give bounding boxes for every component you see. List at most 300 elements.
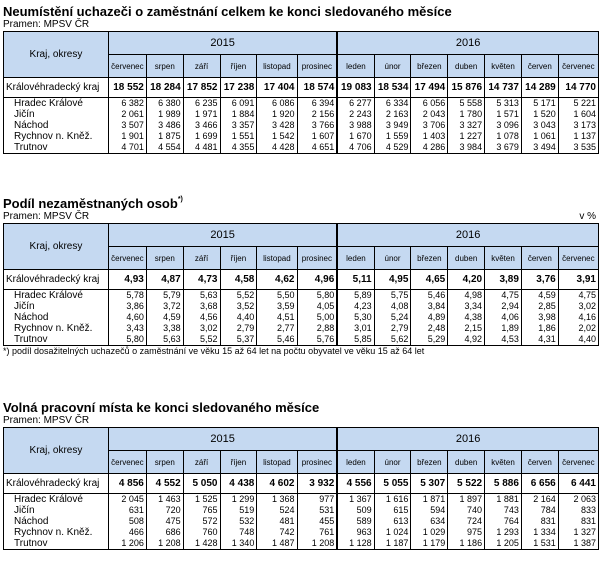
table-cell: 3 932 xyxy=(297,474,337,494)
table-cell: 5,52 xyxy=(220,290,257,302)
table-cell: 17 404 xyxy=(257,78,297,98)
unemployed-table xyxy=(3,31,599,154)
table-cell: 1 531 xyxy=(521,538,558,550)
table-cell: 1 187 xyxy=(374,538,411,550)
table-cell: 720 xyxy=(146,505,183,516)
table-cell: 1 989 xyxy=(146,109,183,120)
row-label: Trutnov xyxy=(4,142,109,154)
table-cell: 5 313 xyxy=(485,98,522,110)
table-cell: 5,63 xyxy=(183,290,220,302)
table-cell: 5 886 xyxy=(485,474,522,494)
table-cell: 3 984 xyxy=(448,142,485,154)
table-cell: 3,84 xyxy=(411,301,448,312)
table-cell: 2,94 xyxy=(485,301,522,312)
table-cell: 5,24 xyxy=(374,312,411,323)
table-cell: 743 xyxy=(485,505,522,516)
table-cell: 5,11 xyxy=(337,270,374,290)
table-cell: 14 289 xyxy=(521,78,558,98)
header-year-2016: 2016 xyxy=(337,428,598,451)
section-title xyxy=(3,196,600,211)
table-cell: 594 xyxy=(411,505,448,516)
table-cell: 1 208 xyxy=(297,538,337,550)
table-cell: 1 520 xyxy=(521,109,558,120)
header-month: květen xyxy=(485,247,522,270)
table-cell: 1 061 xyxy=(521,131,558,142)
table-cell: 1 205 xyxy=(485,538,522,550)
header-month: září xyxy=(183,451,220,474)
row-label: Hradec Králové xyxy=(4,494,109,506)
table-cell: 1 403 xyxy=(411,131,448,142)
table-cell: 1 186 xyxy=(448,538,485,550)
table-cell: 631 xyxy=(108,505,146,516)
table-row xyxy=(4,538,599,550)
table-cell: 4,06 xyxy=(485,312,522,323)
table-cell: 1 367 xyxy=(337,494,374,506)
table-cell: 3,98 xyxy=(521,312,558,323)
header-month: říjen xyxy=(220,451,257,474)
table-cell: 6 086 xyxy=(257,98,297,110)
table-cell: 509 xyxy=(337,505,374,516)
table-cell: 764 xyxy=(485,516,522,527)
table-cell: 455 xyxy=(297,516,337,527)
table-cell: 5,80 xyxy=(297,290,337,302)
table-cell: 1 137 xyxy=(558,131,598,142)
table-cell: 4,40 xyxy=(220,312,257,323)
table-cell: 1 616 xyxy=(374,494,411,506)
header-month: prosinec xyxy=(297,247,337,270)
table-cell: 5,63 xyxy=(146,334,183,346)
table-cell: 4,62 xyxy=(257,270,297,290)
table-row xyxy=(4,78,599,98)
header-month: prosinec xyxy=(297,451,337,474)
header-month: březen xyxy=(411,247,448,270)
table-cell: 3,34 xyxy=(448,301,485,312)
section-title: Neumístění uchazeči o zaměstnání celkem ke konci sledovaného měsíce xyxy=(3,4,452,19)
table-cell: 4,23 xyxy=(337,301,374,312)
table-cell: 4,51 xyxy=(257,312,297,323)
table-row xyxy=(4,98,599,110)
header-month: únor xyxy=(374,451,411,474)
table-cell: 6 056 xyxy=(411,98,448,110)
table-cell: 1 387 xyxy=(558,538,598,550)
header-month: srpen xyxy=(146,451,183,474)
table-cell: 4,59 xyxy=(146,312,183,323)
table-cell: 3 949 xyxy=(374,120,411,131)
table-cell: 1 897 xyxy=(448,494,485,506)
table-cell: 4,93 xyxy=(108,270,146,290)
table-cell: 2,02 xyxy=(558,323,598,334)
table-cell: 508 xyxy=(108,516,146,527)
table-cell: 1 487 xyxy=(257,538,297,550)
table-cell: 1 604 xyxy=(558,109,598,120)
table-row xyxy=(4,323,599,334)
table-cell: 3 357 xyxy=(220,120,257,131)
table-cell: 1 024 xyxy=(374,527,411,538)
table-cell: 3,68 xyxy=(183,301,220,312)
table-cell: 4,89 xyxy=(411,312,448,323)
header-year-2015: 2015 xyxy=(108,428,337,451)
table-cell: 2 163 xyxy=(374,109,411,120)
header-year-2016: 2016 xyxy=(337,224,598,247)
table-cell: 724 xyxy=(448,516,485,527)
table-row xyxy=(4,120,599,131)
table-cell: 2,77 xyxy=(257,323,297,334)
row-label: Jičín xyxy=(4,109,109,120)
table-cell: 686 xyxy=(146,527,183,538)
table-cell: 1 334 xyxy=(521,527,558,538)
header-month: červen xyxy=(521,55,558,78)
table-cell: 4 856 xyxy=(108,474,146,494)
table-cell: 2 156 xyxy=(297,109,337,120)
table-cell: 1 884 xyxy=(220,109,257,120)
table-cell: 5,52 xyxy=(183,334,220,346)
table-cell: 3 486 xyxy=(146,120,183,131)
table-cell: 18 284 xyxy=(146,78,183,98)
table-cell: 1 078 xyxy=(485,131,522,142)
table-cell: 2,79 xyxy=(374,323,411,334)
table-cell: 4,92 xyxy=(448,334,485,346)
header-year-2015: 2015 xyxy=(108,32,337,55)
table-cell: 1 428 xyxy=(183,538,220,550)
row-label: Náchod xyxy=(4,516,109,527)
header-region: Kraj, okresy xyxy=(4,428,109,474)
table-cell: 6 091 xyxy=(220,98,257,110)
table-cell: 17 238 xyxy=(220,78,257,98)
header-month: leden xyxy=(337,247,374,270)
table-cell: 4,40 xyxy=(558,334,598,346)
table-cell: 18 552 xyxy=(108,78,146,98)
table-cell: 1 128 xyxy=(337,538,374,550)
table-cell: 3,02 xyxy=(558,301,598,312)
header-month: duben xyxy=(448,247,485,270)
row-label: Rychnov n. Kněž. xyxy=(4,131,109,142)
table-cell: 1 525 xyxy=(183,494,220,506)
table-cell: 4,75 xyxy=(485,290,522,302)
table-row xyxy=(4,474,599,494)
header-month: leden xyxy=(337,451,374,474)
header-month: únor xyxy=(374,55,411,78)
table-cell: 1 920 xyxy=(257,109,297,120)
table-cell: 1 871 xyxy=(411,494,448,506)
table-row xyxy=(4,505,599,516)
table-cell: 4 701 xyxy=(108,142,146,154)
table-cell: 3,72 xyxy=(146,301,183,312)
table-cell: 4,98 xyxy=(448,290,485,302)
row-label: Rychnov n. Kněž. xyxy=(4,323,109,334)
table-cell: 3 466 xyxy=(183,120,220,131)
row-label: Trutnov xyxy=(4,334,109,346)
table-cell: 475 xyxy=(146,516,183,527)
table-cell: 2 164 xyxy=(521,494,558,506)
header-month: říjen xyxy=(220,247,257,270)
row-label: Královéhradecký kraj xyxy=(4,78,109,98)
table-cell: 1 551 xyxy=(220,131,257,142)
table-cell: 3 988 xyxy=(337,120,374,131)
row-label: Trutnov xyxy=(4,538,109,550)
header-month: listopad xyxy=(257,451,297,474)
table-cell: 17 852 xyxy=(183,78,220,98)
table-cell: 5 055 xyxy=(374,474,411,494)
table-cell: 2 043 xyxy=(411,109,448,120)
unit-label: v % xyxy=(579,211,596,222)
row-label: Jičín xyxy=(4,301,109,312)
table-cell: 3 096 xyxy=(485,120,522,131)
table-cell: 740 xyxy=(448,505,485,516)
table-cell: 1 571 xyxy=(485,109,522,120)
table-cell: 2 063 xyxy=(558,494,598,506)
table-cell: 760 xyxy=(183,527,220,538)
table-cell: 748 xyxy=(220,527,257,538)
table-cell: 4,87 xyxy=(146,270,183,290)
table-cell: 4,95 xyxy=(374,270,411,290)
table-cell: 1 875 xyxy=(146,131,183,142)
table-cell: 5,79 xyxy=(146,290,183,302)
row-label: Náchod xyxy=(4,312,109,323)
table-cell: 5 558 xyxy=(448,98,485,110)
header-month: březen xyxy=(411,451,448,474)
table-row xyxy=(4,516,599,527)
table-cell: 5 050 xyxy=(183,474,220,494)
table-cell: 1 340 xyxy=(220,538,257,550)
row-label: Hradec Králové xyxy=(4,98,109,110)
table-cell: 4,53 xyxy=(485,334,522,346)
table-cell: 975 xyxy=(448,527,485,538)
table-cell: 6 441 xyxy=(558,474,598,494)
table-cell: 5,46 xyxy=(257,334,297,346)
table-cell: 831 xyxy=(558,516,598,527)
section-vacancies xyxy=(0,400,600,550)
table-cell: 5 171 xyxy=(521,98,558,110)
row-label: Královéhradecký kraj xyxy=(4,474,109,494)
table-cell: 4 481 xyxy=(183,142,220,154)
row-label: Jičín xyxy=(4,505,109,516)
table-cell: 5,30 xyxy=(337,312,374,323)
header-year-2015: 2015 xyxy=(108,224,337,247)
source-note xyxy=(3,211,600,223)
table-cell: 4,73 xyxy=(183,270,220,290)
table-cell: 1 293 xyxy=(485,527,522,538)
table-cell: 1 179 xyxy=(411,538,448,550)
table-cell: 5,89 xyxy=(337,290,374,302)
table-cell: 1 299 xyxy=(220,494,257,506)
table-cell: 5,29 xyxy=(411,334,448,346)
table-cell: 5,76 xyxy=(297,334,337,346)
table-cell: 4,56 xyxy=(183,312,220,323)
table-cell: 4 286 xyxy=(411,142,448,154)
table-row xyxy=(4,290,599,302)
header-month: srpen xyxy=(146,247,183,270)
table-cell: 1 699 xyxy=(183,131,220,142)
vacancies-table xyxy=(3,427,599,550)
table-cell: 14 737 xyxy=(485,78,522,98)
table-cell: 4,58 xyxy=(220,270,257,290)
table-cell: 3,52 xyxy=(220,301,257,312)
table-row xyxy=(4,131,599,142)
table-cell: 963 xyxy=(337,527,374,538)
table-cell: 17 494 xyxy=(411,78,448,98)
table-cell: 1,89 xyxy=(485,323,522,334)
table-cell: 765 xyxy=(183,505,220,516)
table-row xyxy=(4,270,599,290)
table-cell: 4,96 xyxy=(297,270,337,290)
table-cell: 5,75 xyxy=(374,290,411,302)
table-cell: 4 554 xyxy=(146,142,183,154)
table-cell: 4 355 xyxy=(220,142,257,154)
table-cell: 18 574 xyxy=(297,78,337,98)
table-cell: 3 428 xyxy=(257,120,297,131)
table-row xyxy=(4,334,599,346)
header-month: květen xyxy=(485,55,522,78)
row-label: Náchod xyxy=(4,120,109,131)
table-cell: 6 235 xyxy=(183,98,220,110)
table-cell: 6 380 xyxy=(146,98,183,110)
table-cell: 2,85 xyxy=(521,301,558,312)
table-cell: 761 xyxy=(297,527,337,538)
section-unemployment-rate xyxy=(0,196,600,357)
table-row xyxy=(4,494,599,506)
header-month: červenec xyxy=(108,247,146,270)
header-month: březen xyxy=(411,55,448,78)
table-cell: 532 xyxy=(220,516,257,527)
table-cell: 5,85 xyxy=(337,334,374,346)
table-cell: 3 535 xyxy=(558,142,598,154)
table-cell: 1 208 xyxy=(146,538,183,550)
table-cell: 742 xyxy=(257,527,297,538)
section-title-text: Podíl nezaměstnaných osob xyxy=(3,196,178,211)
header-month: červen xyxy=(521,451,558,474)
table-cell: 481 xyxy=(257,516,297,527)
header-month: květen xyxy=(485,451,522,474)
table-cell: 1 780 xyxy=(448,109,485,120)
table-cell: 3,76 xyxy=(521,270,558,290)
table-cell: 524 xyxy=(257,505,297,516)
header-month: říjen xyxy=(220,55,257,78)
table-cell: 6 656 xyxy=(521,474,558,494)
header-year-2016: 2016 xyxy=(337,32,598,55)
table-cell: 1,86 xyxy=(521,323,558,334)
table-cell: 5,50 xyxy=(257,290,297,302)
table-cell: 1 670 xyxy=(337,131,374,142)
table-cell: 3 173 xyxy=(558,120,598,131)
header-month: listopad xyxy=(257,55,297,78)
table-cell: 19 083 xyxy=(337,78,374,98)
header-month: červenec xyxy=(558,247,598,270)
table-cell: 6 277 xyxy=(337,98,374,110)
table-cell: 2 243 xyxy=(337,109,374,120)
table-row xyxy=(4,301,599,312)
header-month: červen xyxy=(521,247,558,270)
table-cell: 4,60 xyxy=(108,312,146,323)
table-cell: 4,16 xyxy=(558,312,598,323)
header-month: leden xyxy=(337,55,374,78)
table-cell: 572 xyxy=(183,516,220,527)
table-cell: 2,48 xyxy=(411,323,448,334)
table-cell: 1 901 xyxy=(108,131,146,142)
table-cell: 4,75 xyxy=(558,290,598,302)
table-cell: 4 438 xyxy=(220,474,257,494)
table-row xyxy=(4,527,599,538)
header-month: duben xyxy=(448,451,485,474)
header-month: prosinec xyxy=(297,55,337,78)
table-cell: 4 706 xyxy=(337,142,374,154)
table-cell: 2 045 xyxy=(108,494,146,506)
table-cell: 3,02 xyxy=(183,323,220,334)
table-cell: 3,38 xyxy=(146,323,183,334)
table-cell: 634 xyxy=(411,516,448,527)
table-cell: 3 043 xyxy=(521,120,558,131)
table-cell: 3 327 xyxy=(448,120,485,131)
table-cell: 613 xyxy=(374,516,411,527)
header-month: červenec xyxy=(558,451,598,474)
table-cell: 5,62 xyxy=(374,334,411,346)
table-cell: 4 529 xyxy=(374,142,411,154)
header-month: červenec xyxy=(108,55,146,78)
table-cell: 5 522 xyxy=(448,474,485,494)
table-cell: 589 xyxy=(337,516,374,527)
table-cell: 531 xyxy=(297,505,337,516)
table-cell: 1 542 xyxy=(257,131,297,142)
table-cell: 1 971 xyxy=(183,109,220,120)
table-cell: 2,88 xyxy=(297,323,337,334)
table-cell: 3 766 xyxy=(297,120,337,131)
table-cell: 1 607 xyxy=(297,131,337,142)
row-label: Královéhradecký kraj xyxy=(4,270,109,290)
table-cell: 4,05 xyxy=(297,301,337,312)
header-region: Kraj, okresy xyxy=(4,32,109,78)
table-cell: 519 xyxy=(220,505,257,516)
table-cell: 14 770 xyxy=(558,78,598,98)
header-month: září xyxy=(183,247,220,270)
table-cell: 1 029 xyxy=(411,527,448,538)
table-cell: 977 xyxy=(297,494,337,506)
header-month: září xyxy=(183,55,220,78)
table-cell: 3,01 xyxy=(337,323,374,334)
table-cell: 3 679 xyxy=(485,142,522,154)
table-cell: 6 382 xyxy=(108,98,146,110)
table-cell: 2 061 xyxy=(108,109,146,120)
unemployment-rate-table xyxy=(3,223,599,346)
table-row xyxy=(4,312,599,323)
table-cell: 4,38 xyxy=(448,312,485,323)
table-cell: 4,65 xyxy=(411,270,448,290)
table-cell: 784 xyxy=(521,505,558,516)
header-month: duben xyxy=(448,55,485,78)
header-region: Kraj, okresy xyxy=(4,224,109,270)
table-cell: 3,59 xyxy=(257,301,297,312)
table-cell: 5 221 xyxy=(558,98,598,110)
section-unemployed xyxy=(0,4,600,154)
table-cell: 5,37 xyxy=(220,334,257,346)
table-cell: 3,91 xyxy=(558,270,598,290)
source-note: Pramen: MPSV ČR xyxy=(3,415,90,426)
table-cell: 4 556 xyxy=(337,474,374,494)
table-cell: 3,89 xyxy=(485,270,522,290)
table-cell: 2,15 xyxy=(448,323,485,334)
table-cell: 833 xyxy=(558,505,598,516)
table-cell: 831 xyxy=(521,516,558,527)
footnote-marker: *) xyxy=(177,196,183,203)
table-cell: 1 227 xyxy=(448,131,485,142)
header-month: červenec xyxy=(108,451,146,474)
table-cell: 4 602 xyxy=(257,474,297,494)
table-cell: 4 428 xyxy=(257,142,297,154)
table-cell: 1 559 xyxy=(374,131,411,142)
source-note: Pramen: MPSV ČR xyxy=(3,19,90,30)
table-cell: 15 876 xyxy=(448,78,485,98)
table-cell: 466 xyxy=(108,527,146,538)
table-cell: 3 507 xyxy=(108,120,146,131)
table-cell: 6 394 xyxy=(297,98,337,110)
